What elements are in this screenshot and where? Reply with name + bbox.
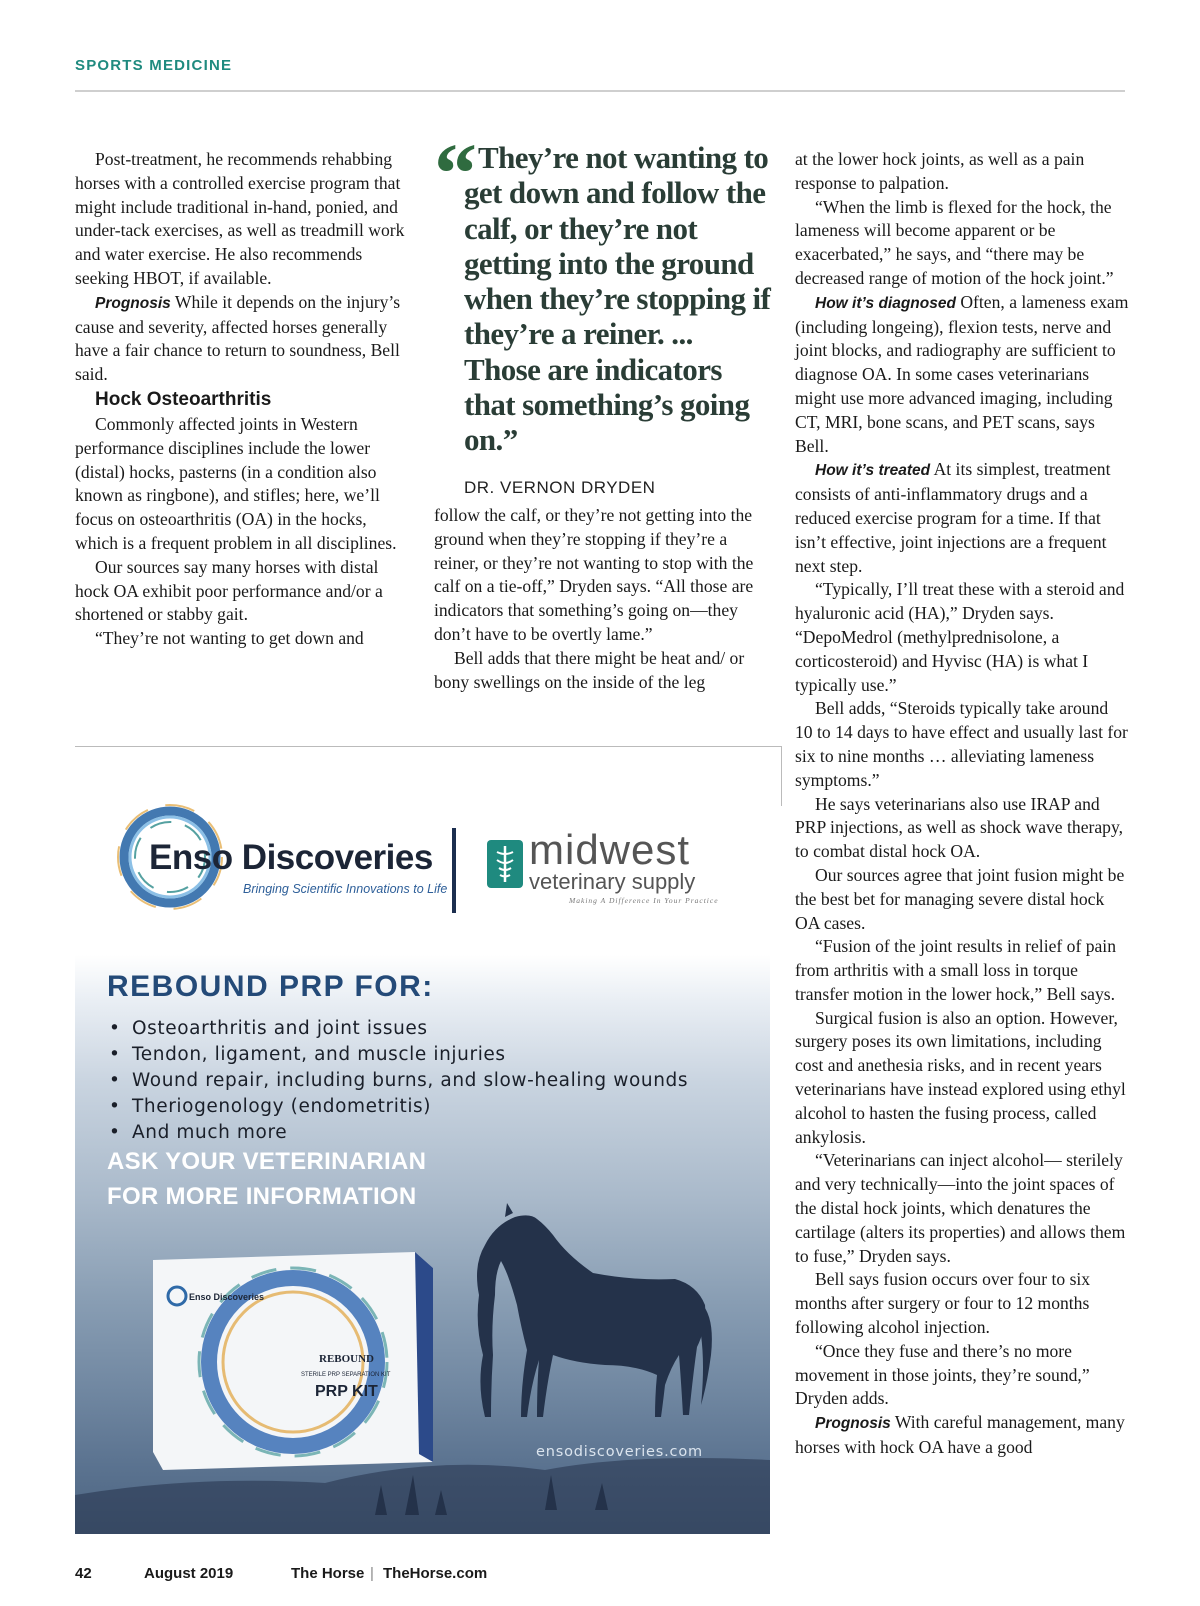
paragraph: Commonly affected joints in Western performance disciplines include the lower (distal) hocks, pasterns (in a condition also known as ringbone), and stifles; here, we’ll focus on osteoarthritis (OA) in the hocks, which is a frequent problem in all disciplines. (75, 413, 397, 553)
ad-call-to-action (107, 1144, 426, 1214)
ad-benefit-list (107, 1016, 688, 1146)
run-in-label: How it’s diagnosed (815, 294, 956, 312)
list-item: • Osteoarthritis and joint issues (107, 1016, 688, 1042)
midwest-wordmark: midwest (529, 826, 691, 873)
box-subtitle-text: STERILE PRP SEPARATION KIT (301, 1372, 391, 1378)
run-in-label: Prognosis (815, 1415, 891, 1433)
prp-kit-box-image (133, 1252, 443, 1472)
pull-quote-attribution: DR. VERNON DRYDEN (464, 477, 656, 497)
ad-headline: REBOUND PRP FOR: (107, 970, 434, 1003)
quote-mark-icon: “ (434, 125, 477, 221)
paragraph: “They’re not wanting to get down and (95, 628, 364, 649)
advertisement[interactable] (75, 780, 770, 1534)
list-item: • And much more (107, 1120, 688, 1146)
pull-quote (434, 125, 774, 498)
article-column-3 (795, 148, 1130, 1460)
pull-quote-text (434, 125, 774, 458)
enso-brand-name: Enso Discoveries (149, 838, 433, 877)
paragraph: Our sources say many horses with distal hock OA exhibit poor performance and/or a shortened or stabby gait. (75, 556, 383, 625)
paragraph: at the lower hock joints, as well as a pain response to palpation. (795, 149, 1085, 193)
paragraph: Bell adds, “Steroids typically take around 10 to 14 days to have effect and usually last for six to nine months … alleviating lameness symptoms.” (795, 698, 1128, 790)
paragraph: Surgical fusion is also an option. However, surgery poses its own limitations, including cost and anethesia risks, and in recent years veterinarians have instead explored using ethyl alcohol to hasten the fusing process, called ankylosis. (795, 1007, 1126, 1147)
paragraph: Bell says fusion occurs over four to six months after surgery or four to 12 months following alcohol injection. (795, 1269, 1091, 1338)
paragraph: “When the limb is flexed for the hock, the lameness will become apparent or be exacerbated,” he says, and “there may be decreased range of motion of the hock joint.” (795, 196, 1114, 288)
publication-website-link[interactable]: TheHorse.com (383, 1565, 488, 1582)
enso-tagline: Bringing Scientific Innovations to Life (243, 882, 448, 896)
article-column-2 (434, 504, 769, 694)
paragraph-text: With careful management, many horses with hock OA have a good (795, 1412, 1125, 1458)
paragraph (795, 291, 1130, 459)
box-name-text: PRP KIT (315, 1383, 378, 1400)
page-number: 42 (75, 1565, 92, 1582)
run-in-label: Prognosis (95, 294, 171, 312)
paragraph: “Once they fuse and there’s no more movement in those joints, they’re sound,” Dryden adds. (795, 1340, 1090, 1409)
paragraph (75, 291, 410, 387)
paragraph: “Veterinarians can inject alcohol— sterilely and very technically—into the joint spaces of the distal hock joints, which denatures the cartilage (alters its properties) and allows them to fuse,” Dryden says. (795, 1150, 1126, 1266)
box-brand-text: Enso Discoveries (189, 1292, 265, 1302)
publication-name: The Horse (291, 1565, 365, 1582)
paragraph (795, 1411, 1130, 1460)
ad-url-link[interactable]: ensodiscoveries.com (536, 1444, 703, 1460)
paragraph-text: While it depends on the injury’s cause and severity, affected horses generally have a fair chance to return to soundness, Bell said. (75, 291, 401, 385)
midwest-subtitle: veterinary supply (529, 869, 696, 894)
article-column-1 (75, 148, 410, 651)
paragraph: Bell adds that there might be heat and/ or bony swellings on the inside of the leg (434, 647, 745, 692)
cta-line: ASK YOUR VETERINARIAN (107, 1148, 427, 1175)
paragraph (795, 458, 1130, 578)
list-item: • Tendon, ligament, and muscle injuries (107, 1042, 688, 1068)
paragraph-text: At its simplest, treatment consists of anti-inflammatory drugs and a reduced exercise program for a time. If that isn’t effective, joint injections are a frequent next step. (795, 459, 1111, 576)
section-label: SPORTS MEDICINE (75, 57, 233, 74)
logo-divider (452, 828, 456, 913)
run-in-label: How it’s treated (815, 462, 931, 480)
midwest-tagline: Making A Difference In Your Practice (569, 896, 719, 905)
subhead: Hock Osteoarthritis (95, 388, 272, 410)
caduceus-icon (487, 840, 523, 888)
paragraph: “Fusion of the joint results in relief of pain from arthritis with a small loss in torque transfer motion in the lower hock,” Bell says. (795, 936, 1116, 1004)
paragraph: follow the calf, or they’re not getting into the ground when they’re stopping if they’re a reiner, or they’re not wanting to stop with the calf on a tie-off,” Dryden says. “All those are indicators that something’s going on—they don’t have to be overtly lame.” (434, 505, 754, 644)
box-product-text: REBOUND (319, 1353, 375, 1365)
issue-date: August 2019 (144, 1565, 234, 1582)
list-item: • Theriogenology (endometritis) (107, 1094, 688, 1120)
paragraph-text: Often, a lameness exam (including longeing), flexion tests, nerve and joint blocks, and radiography are sufficient to diagnose OA. In some cases veterinarians might use more advanced imaging, including CT, MRI, bone scans, and PET scans, says Bell. (795, 291, 1129, 456)
paragraph: “Typically, I’ll treat these with a steroid and hyaluronic acid (HA),” Dryden says. “DepoMedrol (methylprednisolone, a corticosteroid) and Hyvisc (HA) is what I typically use.” (795, 579, 1125, 695)
paragraph: He says veterinarians also use IRAP and PRP injections, as well as shock wave therapy, to combat distal hock OA. (795, 793, 1124, 862)
header-rule (75, 90, 1125, 92)
ad-border (781, 746, 782, 806)
footer-separator: | (370, 1565, 374, 1582)
cta-line: FOR MORE INFORMATION (107, 1183, 417, 1210)
paragraph: Post-treatment, he recommends rehabbing horses with a controlled exercise program that might include traditional in-hand, ponied, and under-tack exercises, as well as treadmill work and water exercise. He also recommends seeking HBOT, if available. (75, 149, 405, 288)
paragraph: Our sources agree that joint fusion might be the best bet for managing severe distal hock OA cases. (795, 864, 1125, 933)
pull-quote-body: They’re not wanting to get down and follow the calf, or they’re not getting into the ground when they’re stopping if they’re a reiner. ... Those are indicators that something’s going on.” (464, 140, 771, 458)
ad-border (75, 746, 782, 747)
list-item: • Wound repair, including burns, and slow-healing wounds (107, 1068, 688, 1094)
